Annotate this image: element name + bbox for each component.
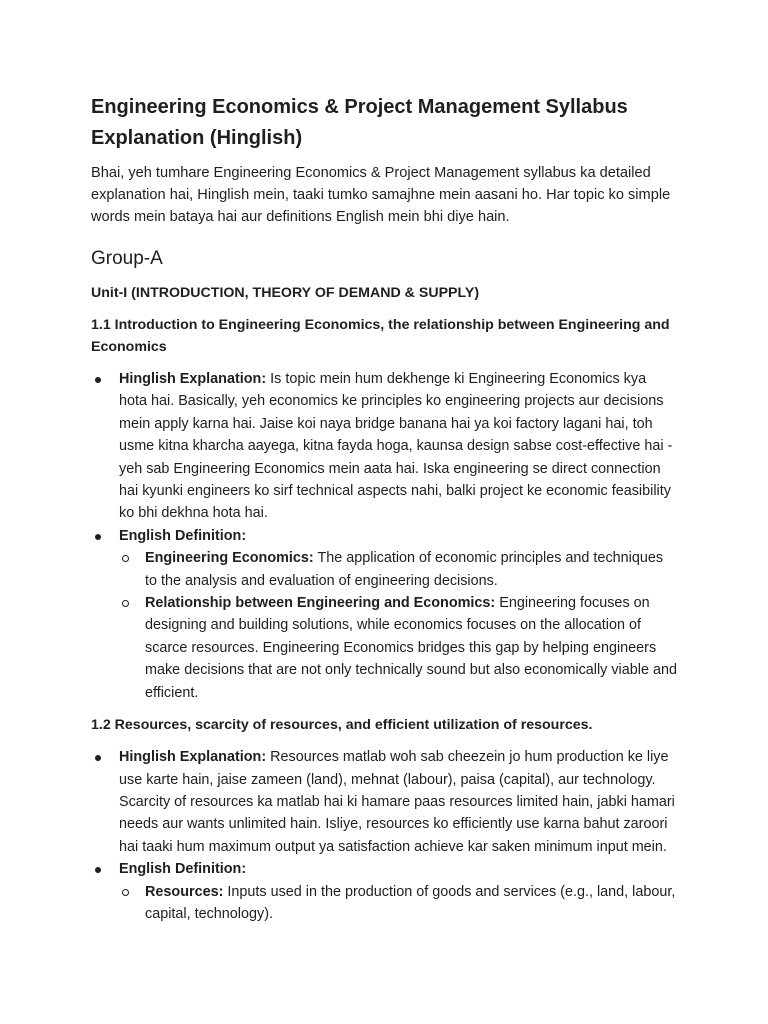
definition-text: Inputs used in the production of goods and services (e.g., land, labour, capital, technology). [145, 883, 676, 922]
definition-item [119, 881, 678, 926]
definition-text: The application of economic principles and techniques to the analysis and evaluation of engineering decisions. [145, 550, 664, 589]
hinglish-label: Hinglish Explanation: [119, 371, 267, 387]
english-definition-label: English Definition: [119, 527, 247, 544]
circle-bullet-icon [122, 889, 129, 896]
hinglish-text: Resources matlab woh sab cheezein jo hum production ke liye use karte hain, jaise zameen (land), mehnat (labour), paisa (capital), aur technology. Scarcity of resources ka matlab hai ki hamare paas resources limited hain, jabki hamari needs aur wants unlimited hain. Isliye, resources ko efficiently use karna bahut zaroori hai taaki hum maximum output ya satisfaction achieve kar saken minimum input mein. [119, 749, 675, 855]
section-heading-1-1: 1.1 Introduction to Engineering Economics, the relationship between Engineering and Economics [91, 317, 670, 355]
definition-term: Relationship between Engineering and Economics: [145, 595, 496, 612]
group-heading: Group-A [91, 248, 163, 269]
list-item [91, 858, 678, 925]
definition-text: Engineering focuses on designing and building solutions, while economics focuses on the allocation of scarce resources. Engineering Economics bridges this gap by helping engineers make decisions that are not only technically sound but also economically viable and efficient. [145, 595, 677, 701]
definition-list [119, 547, 678, 704]
bullet-icon [95, 377, 101, 383]
section-1-1-list [91, 368, 678, 704]
hinglish-text: Is topic mein hum dekhenge ki Engineering Economics kya hota hai. Basically, yeh economics ke principles ko engineering projects aur decisions mein apply karna hai. Jaise koi naya bridge banana hai ya koi factory lagani hai, toh usme kitna kharcha aayega, kitna fayda hoga, kaunsa design sabse cost-effective hai - yeh sab Engineering Economics mein aata hai. Iska engineering se direct connection hai kyunki engineers ko sirf technical aspects nahi, balki project ke economic feasibility ko bhi dekhna hota hai. [119, 371, 673, 522]
hinglish-label: Hinglish Explanation: [119, 749, 267, 766]
definition-list [119, 881, 678, 926]
definition-item [119, 547, 678, 592]
unit-heading: Unit-I (INTRODUCTION, THEORY OF DEMAND & SUPPLY) [91, 285, 480, 301]
circle-bullet-icon [122, 600, 129, 607]
english-definition-label: English Definition: [119, 861, 247, 878]
intro-paragraph: Bhai, yeh tumhare Engineering Economics & Project Management syllabus ka detailed explanation hai, Hinglish mein, taaki tumko samajhne mein aasani ho. Har topic ko simple words mein bataya hai aur definitions English mein bhi diye hain. [91, 165, 671, 225]
definition-term: Engineering Economics: [145, 550, 314, 567]
section-heading-1-2: 1.2 Resources, scarcity of resources, and efficient utilization of resources. [91, 717, 593, 734]
list-item [91, 368, 678, 525]
list-item [91, 525, 678, 704]
list-item [91, 746, 678, 858]
bullet-icon [95, 867, 101, 873]
section-1-2-list [91, 746, 678, 925]
document-title: Engineering Economics & Project Management Syllabus Explanation (Hinglish) [91, 96, 628, 149]
bullet-icon [95, 534, 101, 540]
bullet-icon [95, 755, 101, 761]
definition-item [119, 592, 678, 704]
definition-term: Resources: [145, 883, 224, 900]
circle-bullet-icon [122, 555, 129, 562]
